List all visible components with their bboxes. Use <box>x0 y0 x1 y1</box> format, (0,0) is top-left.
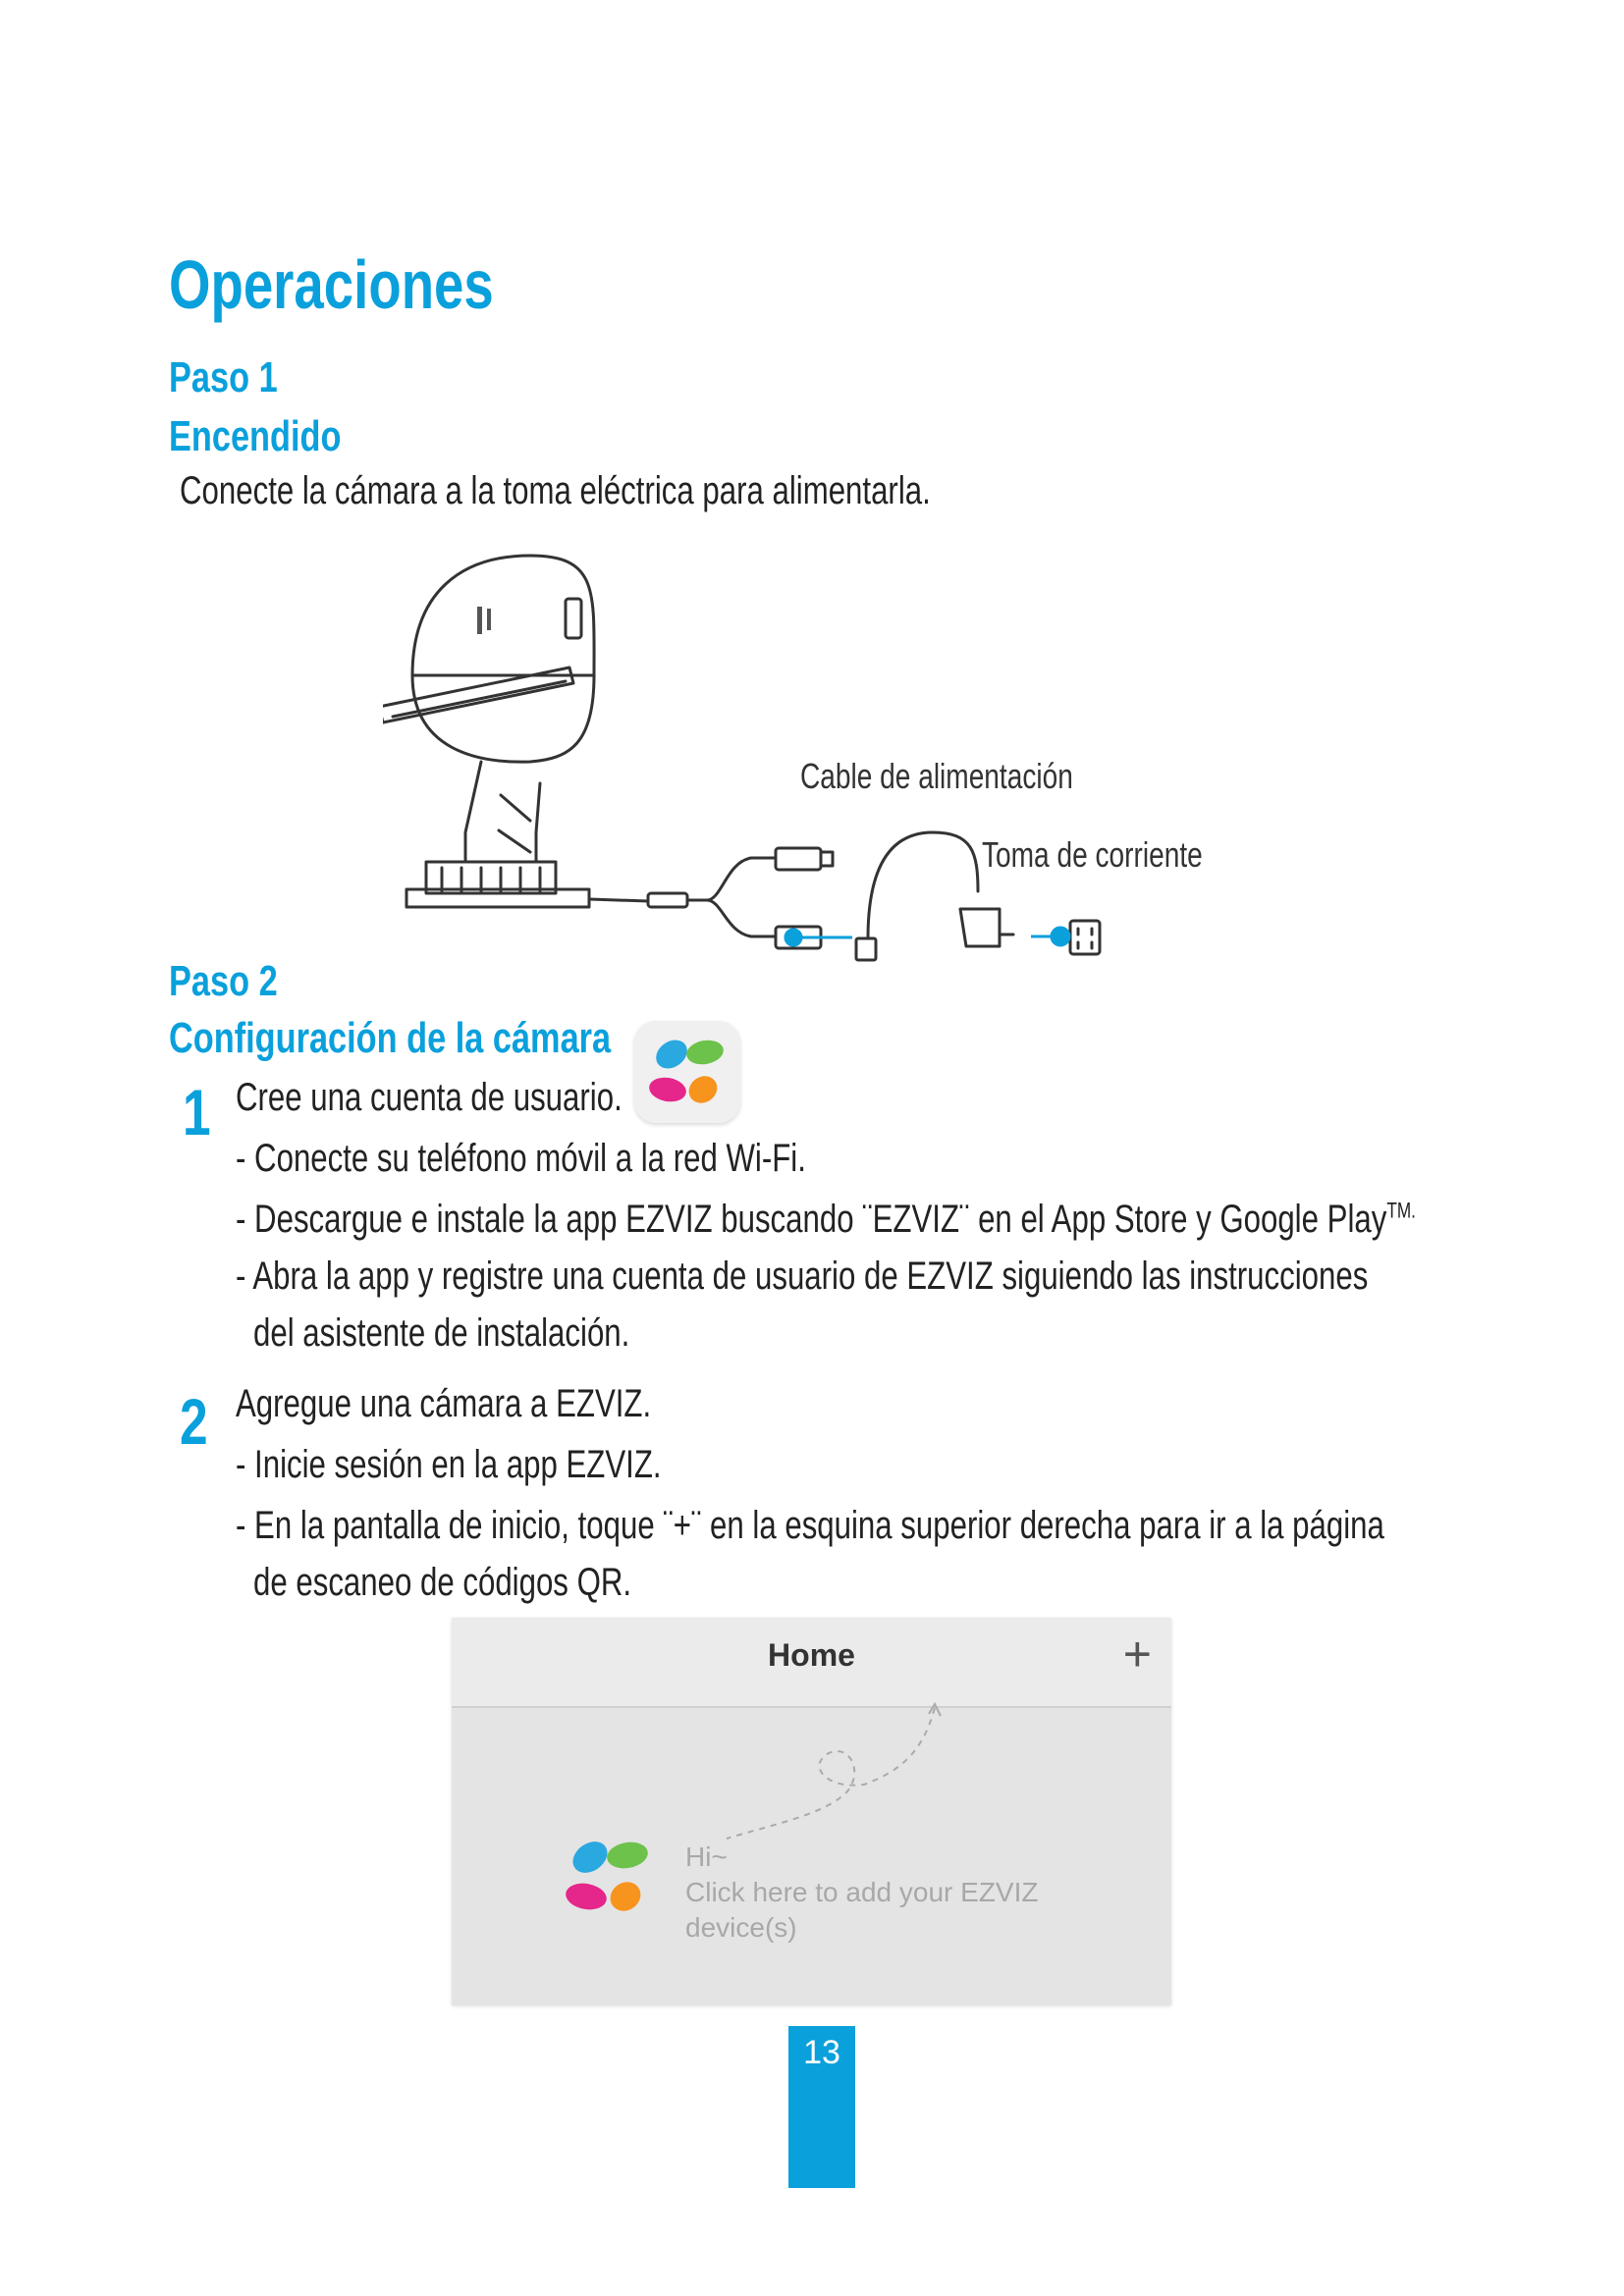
item-2-bullet-2-continued: de escaneo de códigos QR. <box>253 1561 632 1604</box>
ezviz-logo-icon[interactable] <box>555 1824 663 1932</box>
dashed-arrow-guide <box>452 1618 1171 2005</box>
item-2-title: Agregue una cámara a EZVIZ. <box>236 1382 652 1425</box>
item-2-number: 2 <box>180 1385 208 1458</box>
camera-power-illustration <box>383 538 1227 970</box>
page-number-tab <box>788 2026 855 2188</box>
item-1-number: 1 <box>183 1076 211 1148</box>
step1-subheading: Encendido <box>169 412 342 460</box>
item-2-bullet-1: - Inicie sesión en la app EZVIZ. <box>236 1443 662 1486</box>
item-1-bullet-1: - Conecte su teléfono móvil a la red Wi-Fi. <box>236 1137 806 1180</box>
outlet-outline <box>1070 921 1100 954</box>
page-title: Operaciones <box>169 246 494 323</box>
step2-heading: Paso 2 <box>169 957 278 1005</box>
app-header-title: Home <box>768 1637 855 1673</box>
item-1-title: Cree una cuenta de usuario. <box>236 1076 623 1119</box>
item-2-bullet-2: - En la pantalla de inicio, toque ¨+¨ en la esquina superior derecha para ir a la página <box>236 1504 1384 1547</box>
hint-line-3[interactable]: device(s) <box>685 1912 797 1943</box>
step2-subheading: Configuración de la cámara <box>169 1014 612 1062</box>
item-1-bullet-3-continued: del asistente de instalación. <box>253 1311 630 1355</box>
page-number: 13 <box>803 2034 840 2071</box>
hint-line-2[interactable]: Click here to add your EZVIZ <box>685 1877 1039 1907</box>
step1-text: Conecte la cámara a la toma eléctrica para alimentarla. <box>180 469 931 512</box>
camera-body-outline <box>412 556 594 762</box>
cable-label: Cable de alimentación <box>800 756 1073 796</box>
plus-icon[interactable]: + <box>1122 1627 1152 1682</box>
step1-heading: Paso 1 <box>169 353 278 401</box>
camera-brand-marking <box>477 607 491 634</box>
app-home-screenshot <box>452 1618 1171 2005</box>
item-1-bullet-3: - Abra la app y registre una cuenta de usuario de EZVIZ siguiendo las instrucciones <box>236 1255 1369 1298</box>
hint-line-1[interactable]: Hi~ <box>685 1842 728 1872</box>
outlet-label: Toma de corriente <box>982 834 1203 875</box>
item-1-bullet-2: - Descargue e instale la app EZVIZ buscando ¨EZVIZ¨ en el App Store y Google Play$^{TM.}$ <box>236 1198 1416 1241</box>
trademark-superscript: TM. <box>1386 1198 1416 1223</box>
power-connection-diagram <box>383 538 1227 970</box>
